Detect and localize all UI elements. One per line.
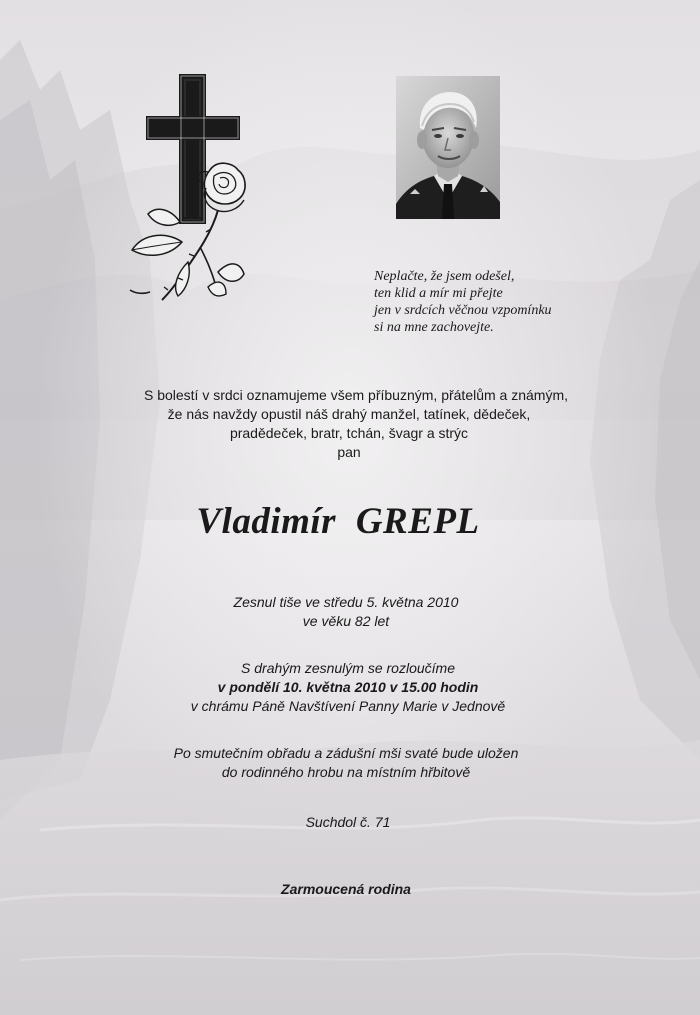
burial-info: [0, 744, 696, 782]
family-address: [0, 813, 698, 832]
death-date: Zesnul tiše ve středu 5. května 2010: [233, 594, 459, 610]
cross-rose-icon: [122, 72, 257, 307]
farewell-intro: S drahým zesnulým se rozloučíme: [241, 660, 455, 676]
burial-line: Po smutečním obřadu a zádušní mši svaté bude uložen: [173, 745, 519, 761]
announcement-line: pradědeček, bratr, tchán, švagr a strýc: [229, 425, 469, 441]
farewell-info: [0, 659, 698, 716]
burial-line: do rodinného hrobu na místním hřbitově: [221, 764, 471, 780]
death-info: [0, 593, 696, 631]
poem-line: Neplačte, že jsem odešel,: [374, 269, 515, 284]
poem-line: ten klid a mír mi přejte: [374, 286, 503, 301]
poem-line: si na mne zachovejte.: [374, 320, 494, 335]
farewell-place: v chrámu Páně Navštívení Panny Marie v Jednově: [190, 698, 506, 714]
poem-line: jen v srdcích věčnou vzpomínku: [374, 303, 552, 318]
announcement-text: [0, 386, 699, 462]
memorial-poem: [374, 268, 674, 336]
portrait-photo: [396, 76, 500, 219]
farewell-datetime: v pondělí 10. května 2010 v 15.00 hodin: [217, 679, 479, 695]
signature-line: Zarmoucená rodina: [281, 881, 411, 897]
deceased-name: Vladimír GREPL: [196, 501, 480, 542]
address-line: Suchdol č. 71: [305, 814, 391, 830]
family-signature: [0, 880, 696, 899]
announcement-line: S bolestí v srdci oznamujeme všem příbuzným, přátelům a známým,: [143, 387, 569, 403]
portrait-icon: [396, 76, 500, 219]
death-age: ve věku 82 let: [302, 613, 390, 629]
announcement-line: že nás navždy opustil náš drahý manžel, tatínek, dědeček,: [167, 406, 531, 422]
announcement-line: pan: [337, 444, 361, 460]
